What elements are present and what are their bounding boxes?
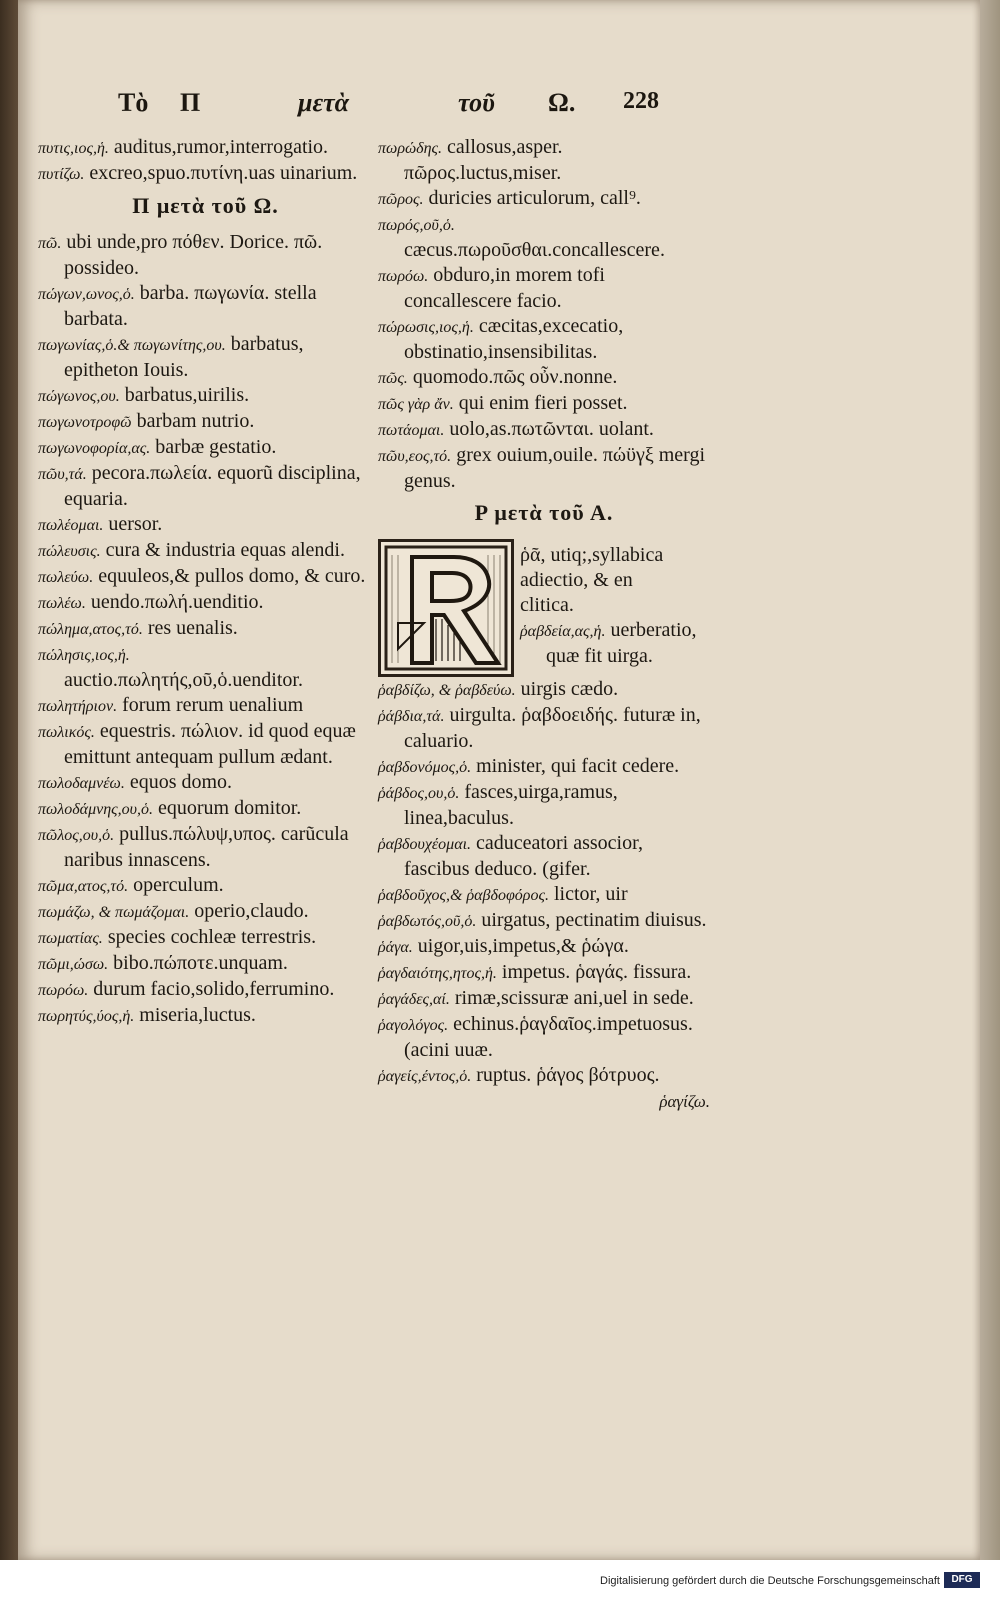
latin-gloss: cura & industria equas alendi. [105,539,345,561]
latin-gloss: equestris. πώλιον. id quod equæ emittunt antequam pullum ædant. [64,720,356,768]
dictionary-entry [38,161,373,187]
greek-headword: πωτάομαι. [378,422,445,439]
latin-gloss: operculum. [133,874,224,896]
latin-gloss: caduceatori associor, fascibus deduco. (gifer. [404,832,643,880]
greek-headword: πωλοδάμνης,ου,ὁ. [38,801,153,818]
latin-gloss: cæcus.πωροῦσθαι.concallescere. [404,239,665,261]
dictionary-entry [38,409,373,435]
initial-line: ῥᾶ, utiq;,syllabica [520,544,664,566]
dictionary-entry [378,754,710,780]
dictionary-entry [38,435,373,461]
greek-headword: πῶς. [378,370,408,387]
greek-headword: πῶμα,ατος,τό. [38,878,129,895]
dictionary-entry [378,934,710,960]
header-left-meta: μετὰ [298,88,350,117]
latin-gloss: barbæ gestatio. [155,436,277,458]
dictionary-entry [38,512,373,538]
latin-gloss: minister, qui facit cedere. [476,755,680,777]
greek-headword: πωρόω. [378,268,429,285]
dictionary-entry [38,951,373,977]
greek-headword: πῶ. [38,235,62,252]
greek-headword: πῶς γὰρ ἄν. [378,396,454,413]
latin-gloss: impetus. ῥαγάς. fissura. [501,961,692,983]
latin-gloss: duricies articulorum, call⁹. [428,187,641,209]
latin-gloss: res uenalis. [147,617,238,639]
latin-gloss: equos domo. [129,771,233,793]
left-column [38,135,373,1029]
latin-gloss: auctio.πωλητής,οῦ,ὁ.uenditor. [64,669,303,691]
latin-gloss: fasces,uirga,ramus, linea,baculus. [404,781,618,829]
dictionary-entry [378,1012,710,1063]
dictionary-entry [38,693,373,719]
dictionary-entry [38,332,373,383]
greek-headword: πῶμι,ώσω. [38,956,109,973]
latin-gloss: callosus,asper. πῶρος.luctus,miser. [404,136,563,184]
dictionary-entry [378,443,710,494]
dictionary-entry [378,212,710,263]
latin-gloss: species cochleæ terrestris. [107,926,317,948]
latin-gloss: pullus.πώλυψ,υπος. carũcula naribus innascens. [64,823,349,871]
latin-gloss: miseria,luctus. [139,1004,256,1026]
greek-headword: ῥαβδωτός,οῦ,ὁ. [378,913,477,930]
dictionary-entry [38,564,373,590]
greek-headword: πωλητήριον. [38,698,118,715]
latin-gloss: pecora.πωλεία. equorũ disciplina, equaria. [64,462,361,510]
dictionary-entry [378,365,710,391]
dictionary-entry [378,908,710,934]
initial-r-icon [384,545,508,671]
greek-headword: πῶρος. [378,191,424,208]
latin-gloss: excreo,spuo.πυτίνη.uas uinarium. [89,162,358,184]
dictionary-entry [38,538,373,564]
latin-gloss: grex ouium,ouile. πώϋγξ mergi genus. [404,444,706,492]
latin-gloss: barbam nutrio. [136,410,255,432]
latin-gloss: uerberatio, quæ fit uirga. [546,619,697,667]
greek-headword: πώλευσις. [38,543,101,560]
footer-credit: Digitalisierung gefördert durch die Deutsche Forschungsgemeinschaft [600,1575,940,1587]
greek-headword: ῥαγάδες,αί. [378,991,450,1008]
greek-headword: ῥαγείς,έντος,ὁ. [378,1068,472,1085]
greek-headword: πῶυ,τά. [38,466,87,483]
dictionary-entry [38,1003,373,1029]
latin-gloss: echinus.ῥαγδαῖος.impetuosus. (acini uuæ. [404,1013,693,1061]
greek-headword: ῥαβδουχέομαι. [378,836,472,853]
greek-headword: ῥαβδεία,ας,ἡ. [520,623,606,640]
latin-gloss: uirgatus, pectinatim diuisus. [481,909,707,931]
dictionary-entry [38,135,373,161]
latin-gloss: auditus,rumor,interrogatio. [113,136,329,158]
latin-gloss: rimæ,scissuræ ani,uel in sede. [454,987,694,1009]
initial-text [520,535,710,677]
latin-gloss: uolo,as.πωτῶνται. uolant. [449,418,654,440]
dictionary-entry [38,383,373,409]
greek-headword: ῥαγολόγος. [378,1017,449,1034]
dictionary-entry [378,677,710,703]
dictionary-entry [378,314,710,365]
header-right-letter: Ω. [548,88,576,117]
header-left-article: Τὸ [118,88,149,117]
dictionary-entry [38,230,373,281]
initial-line: adiectio, & en [520,569,633,591]
latin-gloss: uendo.πωλή.uenditio. [90,591,264,613]
greek-headword: πώγωνος,ου. [38,388,120,405]
dictionary-entry [38,770,373,796]
greek-headword: πωλικός. [38,724,95,741]
latin-gloss: uersor. [108,513,163,535]
dictionary-entry [38,461,373,512]
section-heading-pi-omega: Π μετὰ τοῦ Ω. [132,193,279,218]
dictionary-entry [378,391,710,417]
latin-gloss: forum rerum uenalium [122,694,304,716]
greek-headword: πωρητύς,ύος,ἡ. [38,1008,135,1025]
dictionary-entry [520,618,710,669]
latin-gloss: barbatus,uirilis. [124,384,250,406]
greek-headword: ῥάγα. [378,939,413,956]
header-right-article: τοῦ [458,88,495,117]
latin-gloss: barba. πωγωνία. stella barbata. [64,282,317,330]
latin-gloss: durum facio,solido,ferrumino. [93,978,335,1000]
latin-gloss: bibo.πώποτε.unquam. [113,952,288,974]
greek-headword: ῥαβδονόμος,ὁ. [378,759,472,776]
greek-headword: πῶυ,εος,τό. [378,448,452,465]
latin-gloss: lictor, uir [553,883,628,905]
dictionary-entry [378,703,710,754]
dictionary-entry [378,417,710,443]
dictionary-entry [378,135,710,186]
greek-headword: ῥαγδαιότης,ητος,ἡ. [378,965,497,982]
greek-headword: πωλέομαι. [38,517,104,534]
greek-headword: πυτίζω. [38,166,85,183]
dictionary-entry [38,925,373,951]
greek-headword: ῥαβδίζω, & ῥαβδεύω. [378,682,516,699]
greek-headword: πωγωνοτροφῶ [38,414,132,431]
latin-gloss: uirgulta. ῥαβδοειδής. futuræ in, caluario. [404,704,701,752]
latin-gloss: cæcitas,excecatio, obstinatio,insensibilitas. [404,315,624,363]
latin-gloss: equorum domitor. [157,797,302,819]
greek-headword: πωρός,οῦ,ὁ. [378,217,455,234]
greek-headword: πωμάζω, & πωμάζομαι. [38,904,190,921]
latin-gloss: quomodo.πῶς οὖν.nonne. [412,366,618,388]
latin-gloss: obduro,in morem tofi concallescere facio. [404,264,605,312]
greek-headword: πωγωνοφορία,ας. [38,440,151,457]
greek-headword: πώγων,ωνος,ὁ. [38,286,135,303]
greek-headword: πωλεύω. [38,569,94,586]
latin-gloss: ubi unde,pro πόθεν. Dorice. πῶ. possideo. [64,231,323,279]
dictionary-entry [378,831,710,882]
dictionary-entry [378,882,710,908]
greek-headword: πώλημα,ατος,τό. [38,621,143,638]
latin-gloss: uirgis cædo. [520,678,619,700]
greek-headword: πωρόω. [38,982,89,999]
dictionary-entry [378,263,710,314]
greek-headword: πωγωνίας,ὁ.& πωγωνίτης,ου. [38,337,226,354]
dictionary-entry [378,780,710,831]
dfg-logo: DFG [944,1572,980,1588]
greek-headword: πωλοδαμνέω. [38,775,125,792]
greek-headword: ῥαβδοῦχος,& ῥαβδοφόρος. [378,887,549,904]
header-left-letter: Π [180,88,201,117]
greek-headword: πῶλος,ου,ὁ. [38,827,115,844]
greek-headword: πυτις,ιος,ἡ. [38,140,109,157]
latin-gloss: operio,claudo. [194,900,309,922]
dictionary-entry [378,1063,710,1089]
dictionary-entry [378,186,710,212]
dictionary-entry [38,899,373,925]
latin-gloss: equuleos,& pullos domo, & curo. [98,565,366,587]
page-right-edge [980,0,1000,1560]
greek-headword: πωματίας. [38,930,103,947]
section-heading-rho-alpha: Ρ μετὰ τοῦ Α. [474,500,614,525]
greek-headword: ῥάβδια,τά. [378,708,445,725]
dictionary-entry [378,960,710,986]
right-column [378,135,710,1114]
initial-line: clitica. [520,594,574,616]
greek-headword: ῥάβδος,ου,ὁ. [378,785,460,802]
initial-block [378,535,710,677]
greek-headword: πωρώδης. [378,140,443,157]
greek-headword: πώλησις,ιος,ἡ. [38,647,130,664]
page-number: 228 [623,88,659,114]
latin-gloss: barbatus, epitheton Iouis. [64,333,304,381]
latin-gloss: uigor,uis,impetus,& ῥώγα. [417,935,629,957]
dictionary-entry [38,719,373,770]
dictionary-entry [38,616,373,642]
dictionary-entry [38,590,373,616]
dictionary-entry [38,796,373,822]
latin-gloss: qui enim fieri posset. [458,392,628,414]
dictionary-entry [38,281,373,332]
greek-headword: πώρωσις,ιος,ἡ. [378,319,474,336]
dictionary-entry [38,873,373,899]
dictionary-entry [38,822,373,873]
dictionary-entry [38,977,373,1003]
latin-gloss: ruptus. ῥάγος βότρυος. [476,1064,660,1086]
dictionary-entry [378,986,710,1012]
decorated-initial-r [378,539,514,677]
catchword: ῥαγίζω. [659,1092,710,1111]
greek-headword: πωλέω. [38,595,86,612]
dictionary-entry [38,642,373,693]
